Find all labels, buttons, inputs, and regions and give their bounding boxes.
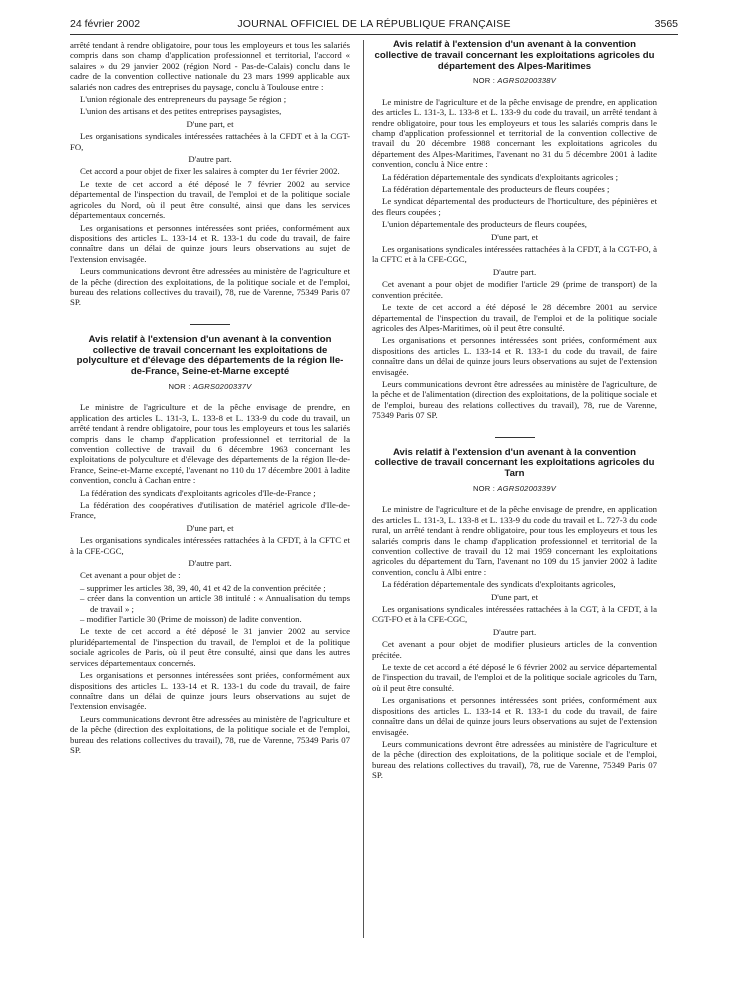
nor-label: NOR :: [473, 76, 496, 86]
page-header: [70, 18, 678, 34]
section-separator: [495, 437, 535, 438]
left-column: [70, 40, 350, 757]
paragraph: Le ministre de l'agriculture et de la pêche envisage de prendre, en application des articles L. 131-3, L. 133-8 et L. 133-9 du code du travail et L. 727-3 du code rural, un arrêté tendant à rendre obligatoire, pour tous les employeurs et tous les salariés compris dans le champ d'application professionnel et territorial de la convention collective de travail du 12 mai 1959 concernant les exploitations agricoles du département du Tarn, l'avenant no 109 du 15 janvier 2002 à ladite convention, conclu à Albi entre :: [372, 504, 657, 577]
nor-label: NOR :: [473, 483, 496, 493]
header-date: 24 février 2002: [70, 18, 141, 30]
paragraph: D'une part, et: [490, 231, 538, 242]
paragraph: D'autre part.: [492, 266, 537, 277]
paragraph: Le texte de cet accord a été déposé le 7 février 2002 au service départemental de l'inspection du travail, de l'emploi et de la politique sociale agricoles du Nord, où il peut être consulté, ainsi que dans les services départementaux concernés.: [70, 178, 350, 221]
header-rule: [70, 34, 678, 35]
paragraph: L'union des artisans et des petites entreprises paysagistes,: [80, 106, 282, 117]
nor-label: NOR :: [168, 381, 191, 391]
paragraph: Cet avenant a pour objet de :: [80, 570, 181, 581]
paragraph: D'autre part.: [188, 154, 232, 165]
paragraph: Cet avenant a pour objet de modifier plusieurs articles de la convention précitée.: [372, 639, 657, 660]
paragraph: D'une part, et: [490, 591, 538, 602]
section-title: Avis relatif à l'extension d'un avenant à la convention collective de travail concernant les exploitations agricoles du département des Alpes-Maritimes: [374, 39, 655, 72]
paragraph: Les organisations syndicales intéressées rattachées à la CGT, à la CFDT, à la CGT-FO et à la CFE-CGC,: [372, 604, 657, 625]
paragraph: L'union régionale des entrepreneurs du paysage 5e région ;: [80, 94, 287, 105]
nor-reference: [372, 484, 657, 494]
paragraph: D'autre part.: [188, 558, 232, 569]
paragraph: La fédération des coopératives d'utilisation de matériel agricole d'Ile-de-France,: [70, 500, 350, 521]
section-title: Avis relatif à l'extension d'un avenant à la convention collective de travail concernant les exploitations agricoles du Tarn: [374, 446, 655, 480]
objectives-list: [70, 583, 350, 625]
paragraph: La fédération des syndicats d'exploitants agricoles d'Ile-de-France ;: [80, 487, 316, 498]
paragraph: Les organisations et personnes intéressées sont priées, conformément aux dispositions des articles L. 133-14 et R. 133-1 du code du travail, de faire connaître dans un délai de quinze jours leurs observations au sujet de l'extension envisagée.: [70, 670, 350, 712]
paragraph: L'union départementale des producteurs de fleurs coupées,: [382, 219, 587, 230]
list-item: – créer dans la convention un article 38 intitulé : « Annualisation du temps de travail » ;: [70, 593, 350, 614]
paragraph: Le syndicat départemental des producteurs de l'horticulture, des pépinières et des fleurs coupées ;: [372, 196, 657, 217]
paragraph: Le texte de cet accord a été déposé le 31 janvier 2002 au service pluridépartemental de l'inspection du travail, de l'emploi et de la politique sociale agricoles de Paris, où il peut être consulté, ainsi que dans les autres services départementaux concernés.: [70, 626, 350, 668]
paragraph: Les organisations syndicales intéressées rattachées à la CFDT et à la CGT-FO,: [70, 131, 350, 152]
paragraph: Les organisations et personnes intéressées sont priées, conformément aux dispositions des articles L. 133-14 et R. 133-1 du code du travail, de faire connaître dans un délai de quinze jours leurs observations au sujet de l'extension envisagée.: [372, 695, 657, 737]
paragraph: La fédération départementale des syndicats d'exploitants agricoles ;: [382, 171, 619, 182]
paragraph: Leurs communications devront être adressées au ministère de l'agriculture et de la pêche (direction des exploitations, de la politique sociale et de l'emploi, bureau des relations collectives du travail), 78, rue de Varenne, 75349 Paris 07 SP.: [70, 266, 350, 308]
paragraph: Cet avenant a pour objet de modifier l'article 29 (prime de transport) de la convention précitée.: [372, 279, 657, 300]
list-item: – supprimer les articles 38, 39, 40, 41 et 42 de la convention précitée ;: [70, 583, 350, 593]
paragraph: D'une part, et: [186, 118, 234, 129]
paragraph: Leurs communications devront être adressées au ministère de l'agriculture et de la pêche (direction des exploitations, de la politique sociale et de l'emploi, bureau des relations collectives du travail), 78, rue de Varenne, 75349 Paris 07 SP.: [70, 713, 350, 755]
nor-code: AGRS0200339V: [497, 483, 556, 493]
paragraph: Le texte de cet accord a été déposé le 28 décembre 2001 au service départemental de l'inspection du travail, de l'emploi et de la politique sociale agricoles des Alpes-Maritimes, où il peut être consulté.: [372, 302, 657, 333]
header-journal-title: JOURNAL OFFICIEL DE LA RÉPUBLIQUE FRANÇAISE: [237, 18, 511, 30]
nor-code: AGRS0200337V: [192, 381, 252, 391]
nor-code: AGRS0200338V: [497, 76, 556, 86]
column-divider: [363, 40, 364, 938]
paragraph: Le ministre de l'agriculture et de la pêche envisage de prendre, en application des articles L. 131-3, L. 133-8 et L. 133-9 du code du travail, un arrêté tendant à rendre obligatoire, pour tous les employeurs et tous les salariés compris dans le champ d'application professionnel et territorial de la convention collective de travail du 6 décembre 1963 concernant les exploitations de polyculture et d'élevage des départements de la région Ile-de-France, Seine-et-Marne excepté, l'avenant no 110 du 17 décembre 2001 à ladite convention, conclu à Cachan entre :: [70, 402, 350, 486]
paragraph: Les organisations syndicales intéressées rattachées à la CFDT, à la CFTC et à la CFE-CGC,: [70, 535, 350, 556]
paragraph: Leurs communications devront être adressées au ministère de l'agriculture et de la pêche (direction des exploitations, de la politique sociale et de l'emploi, bureau des relations collectives du travail), 78, rue de Varenne, 75349 Paris 07 SP.: [372, 738, 657, 781]
paragraph: Cet accord a pour objet de fixer les salaires à compter du 1er février 2002.: [80, 166, 340, 177]
paragraph: Le ministre de l'agriculture et de la pêche envisage de prendre, en application des articles L. 131-3, L. 133-8 et L. 133-9 du code du travail, un arrêté tendant à rendre obligatoire, pour tous les employeurs et tous les salariés compris dans le champ d'application professionnel et territorial de la convention collective de travail du 20 décembre 1988 concernant les exploitations agricoles du département des Alpes-Maritimes, l'avenant no 31 du 5 décembre 2001 à ladite convention, conclu à Nice entre :: [372, 96, 657, 170]
paragraph: Leurs communications devront être adressées au ministère de l'agriculture, de la pêche et de l'alimentation (direction des exploitations, de la politique sociale et de l'emploi, bureau des relations collectives du travail), 78, rue de Varenne, 75349 Paris 07 SP.: [372, 378, 657, 421]
section-separator: [190, 324, 230, 325]
paragraph: D'autre part.: [492, 626, 537, 637]
paragraph: D'une part, et: [186, 522, 234, 533]
paragraph: arrêté tendant à rendre obligatoire, pour tous les employeurs et tous les salariés compris dans son champ d'application professionnel et territorial, l'accord « salaires » du 29 janvier 2002 (région Nord - Pas-de-Calais) conclu dans le cadre de la convention collective nationale du 23 mars 1999 applicable aux salariés non cadres des entreprises du paysage, conclu à Toulouse entre :: [70, 40, 350, 92]
paragraph: Les organisations et personnes intéressées sont priées, conformément aux dispositions des articles L. 133-14 et R. 133-1 du code du travail, de faire connaître dans un délai de quinze jours leurs observations au sujet de l'extension envisagée.: [70, 222, 350, 264]
section-title: Avis relatif à l'extension d'un avenant à la convention collective de travail concernant les exploitations de polyculture et d'élevage des départements de la région Ile-de-France, Seine-et-Marne excepté: [76, 333, 344, 378]
paragraph: Les organisations et personnes intéressées sont priées, conformément aux dispositions des articles L. 133-14 et R. 133-1 du code du travail, de faire connaître dans un délai de quinze jours leurs observations au sujet de l'extension envisagée.: [372, 335, 657, 377]
list-item: – modifier l'article 30 (Prime de moisson) de ladite convention.: [70, 614, 350, 624]
paragraph: Les organisations syndicales intéressées rattachées à la CFDT, à la CGT-FO, à la CFTC et à la CFE-CGC,: [372, 244, 657, 265]
header-page-number: 3565: [654, 18, 678, 30]
paragraph: La fédération départementale des syndicats d'exploitants agricoles,: [382, 579, 616, 590]
paragraph: Le texte de cet accord a été déposé le 6 février 2002 au service départemental de l'inspection du travail, de l'emploi et de la politique sociale agricoles du Tarn, où il peut être consulté.: [372, 662, 657, 693]
nor-reference: [70, 382, 350, 392]
right-column: [372, 40, 657, 783]
paragraph: La fédération départementale des producteurs de fleurs coupées ;: [382, 184, 610, 195]
nor-reference: [372, 76, 657, 86]
